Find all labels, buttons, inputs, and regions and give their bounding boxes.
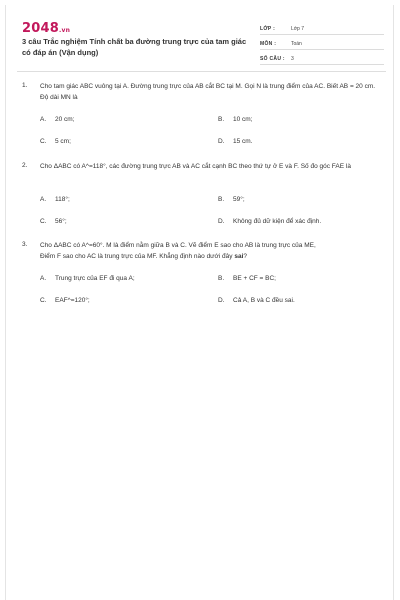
meta-row-count	[260, 51, 384, 65]
site-logo[interactable]	[22, 21, 70, 36]
option-text: Trung trực của EF đi qua A;	[55, 275, 135, 282]
option-letter: C.	[40, 138, 47, 145]
option-letter: D.	[218, 138, 225, 145]
document-page	[5, 5, 394, 600]
meta-value: Lớp 7	[291, 26, 305, 32]
question-number: 1.	[22, 82, 28, 89]
option-text: Không đủ dữ kiện để xác định.	[233, 218, 322, 225]
question-text-line-1: Cho ΔABC có A^=60°. M là điểm nằm giữa B và C. Vẽ điểm E sao cho AB là trung trực của ME,	[40, 242, 316, 249]
option-letter: B.	[218, 275, 225, 282]
option-c[interactable]	[40, 297, 90, 304]
option-text: 56°;	[55, 218, 67, 225]
header-divider	[17, 71, 386, 72]
option-letter: C.	[40, 218, 47, 225]
option-text: 10 cm;	[233, 116, 253, 123]
option-text: 15 cm.	[233, 138, 253, 145]
question-text-part: ?	[243, 252, 248, 260]
option-d[interactable]	[218, 138, 253, 145]
option-letter: C.	[40, 297, 47, 304]
logo-text: 2048	[22, 21, 59, 36]
question-text: Cho tam giác ABC vuông tại A. Đường trung trực của AB cắt BC tại M. Gọi N là trung điểm của AC. Biết AB = 20 cm. Độ dài MN là	[40, 83, 376, 101]
meta-label: MÔN :	[260, 41, 277, 47]
option-c[interactable]	[40, 218, 67, 225]
document-header	[22, 17, 384, 67]
option-text: 20 cm;	[55, 116, 75, 123]
option-letter: B.	[218, 116, 225, 123]
option-text: Cả A, B và C đều sai.	[233, 297, 295, 304]
option-text: 118°;	[55, 196, 70, 203]
option-letter: A.	[40, 275, 47, 282]
question-text	[40, 241, 382, 262]
meta-label: SỐ CÂU :	[260, 56, 285, 62]
option-text: 5 cm;	[55, 138, 71, 145]
question-number: 3.	[22, 241, 28, 248]
logo-suffix: .vn	[58, 27, 71, 34]
option-letter: B.	[218, 196, 225, 203]
document-title: 3 câu Trắc nghiệm Tính chất ba đường trung trực của tam giác có đáp án (Vận dụng)	[22, 37, 247, 57]
option-d[interactable]	[218, 218, 321, 225]
option-a[interactable]	[40, 275, 135, 282]
meta-row-class	[260, 21, 384, 35]
option-a[interactable]	[40, 196, 70, 203]
option-a[interactable]	[40, 116, 75, 123]
option-letter: A.	[40, 196, 47, 203]
meta-value: 3	[291, 56, 294, 62]
option-text: EAF^=120°;	[55, 297, 90, 304]
option-d[interactable]	[218, 297, 295, 304]
meta-label: LỚP :	[260, 26, 276, 32]
meta-value: Toán	[291, 41, 302, 47]
option-letter: A.	[40, 116, 47, 123]
question-text-emphasis: sai	[234, 252, 244, 260]
meta-row-subject	[260, 36, 384, 50]
question-number: 2.	[22, 162, 28, 169]
option-b[interactable]	[218, 275, 276, 282]
option-letter: D.	[218, 297, 225, 304]
option-text: BE + CF = BC;	[233, 275, 276, 282]
option-letter: D.	[218, 218, 225, 225]
document-meta	[260, 21, 384, 66]
option-b[interactable]	[218, 196, 245, 203]
question-text-part: Điểm F sao cho AC là trung trực của MF. Khẳng định nào dưới đây	[40, 252, 235, 260]
option-text: 59°;	[233, 196, 245, 203]
question-text-line-2	[40, 252, 382, 263]
option-b[interactable]	[218, 116, 253, 123]
option-c[interactable]	[40, 138, 71, 145]
question-text: Cho ΔABC có A^=118°, các đường trung trực AB và AC cắt cạnh BC theo thứ tự ở E và F. Số đo góc FAE là	[40, 163, 351, 170]
